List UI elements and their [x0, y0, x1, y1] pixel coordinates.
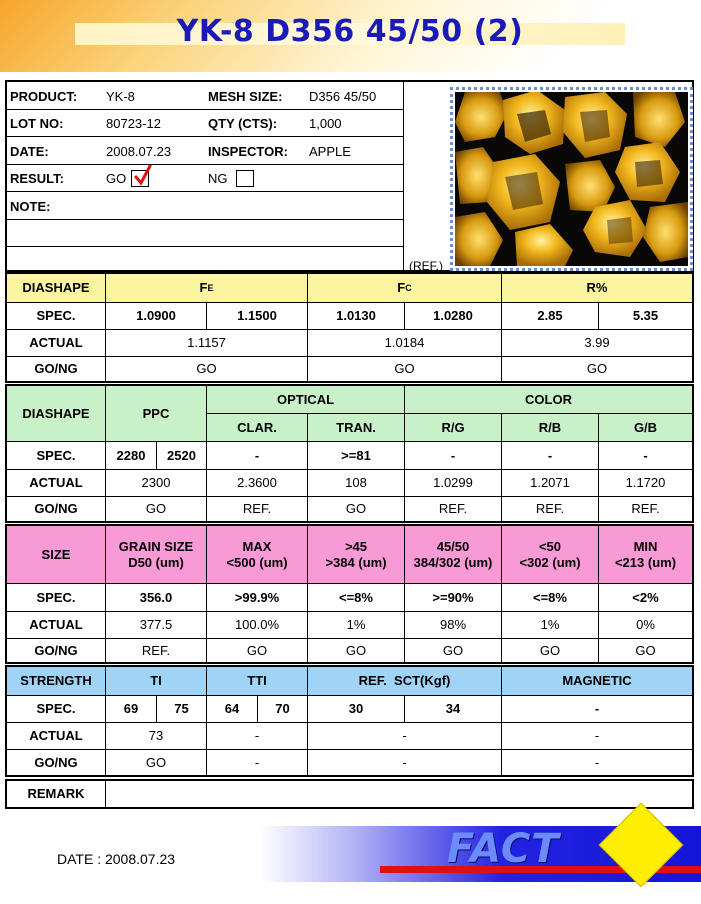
spec-tti-min: 64 [207, 696, 258, 723]
info-row-note-line [7, 220, 404, 247]
grain-size-line2: D50 (um) [128, 554, 184, 570]
spec-4550: >=90% [405, 584, 502, 612]
gong-tran: GO [308, 497, 405, 521]
actual-grain: 377.5 [106, 612, 207, 639]
info-row-product [7, 82, 404, 110]
footer-date: DATE : 2008.07.23 [57, 851, 176, 867]
gong-under50: GO [502, 639, 599, 662]
ti-header: TI [106, 667, 207, 696]
gong-max: GO [207, 639, 308, 662]
actual-ti: 73 [106, 723, 207, 750]
gong-over45: GO [308, 639, 405, 662]
actual-tti: - [207, 723, 308, 750]
gong-4550: GO [405, 639, 502, 662]
max-line1: MAX [242, 538, 272, 554]
clar-header: CLAR. [207, 414, 308, 442]
actual-magnetic: - [502, 723, 692, 750]
actual-tran: 108 [308, 470, 405, 497]
spec-r-max: 5.35 [599, 303, 692, 330]
actual-max: 100.0% [207, 612, 308, 639]
spec-tti-max: 70 [258, 696, 308, 723]
rg-header: R/G [405, 414, 502, 442]
over45-header [308, 526, 405, 584]
rb-header: R/B [502, 414, 599, 442]
spec-label: SPEC. [7, 303, 106, 330]
spec-min: <2% [599, 584, 692, 612]
lot-label: LOT NO: [10, 116, 64, 131]
actual-label: ACTUAL [7, 330, 106, 357]
gong-label: GO/NG [7, 750, 106, 775]
diashape-header: DIASHAPE [7, 274, 106, 303]
gong-label: GO/NG [7, 639, 106, 662]
remark-label: REMARK [7, 781, 106, 807]
actual-sct: - [308, 723, 502, 750]
actual-4550: 98% [405, 612, 502, 639]
size-header: SIZE [7, 526, 106, 584]
actual-under50: 1% [502, 612, 599, 639]
spec-under50: <=8% [502, 584, 599, 612]
ppc-header: PPC [106, 386, 207, 442]
spec-tran: >=81 [308, 442, 405, 470]
magnetic-header: MAGNETIC [502, 667, 692, 696]
date-value: 2008.07.23 [106, 144, 172, 159]
under50-header [502, 526, 599, 584]
over45-line1: >45 [344, 538, 368, 554]
spec-fc-min: 1.0130 [308, 303, 405, 330]
actual-fe: 1.1157 [106, 330, 308, 357]
date-label: DATE: [10, 144, 49, 159]
size-table [5, 524, 694, 664]
strength-table [5, 665, 694, 777]
gong-gb: REF. [631, 501, 660, 516]
spec-max: >99.9% [207, 584, 308, 612]
spec-fe-max: 1.1500 [207, 303, 308, 330]
min-line1: MIN [633, 538, 658, 554]
diamond-crystals-photo [455, 92, 688, 266]
r-percent-header: R% [502, 274, 692, 303]
mesh-label: MESH SIZE: [208, 89, 283, 104]
tti-header: TTI [207, 667, 308, 696]
fe-symbol: F [199, 280, 208, 295]
spec-clar: - [207, 442, 308, 470]
mesh4550-line1: 45/50 [436, 538, 470, 554]
actual-ppc: 2300 [106, 470, 207, 497]
result-ng-checkbox[interactable] [236, 170, 254, 187]
checkmark-icon [133, 165, 153, 187]
fe-subscript: E [207, 283, 214, 293]
spec-grain: 356.0 [106, 584, 207, 612]
note-label: NOTE: [10, 199, 51, 214]
actual-label: ACTUAL [7, 723, 106, 750]
actual-label: ACTUAL [7, 612, 106, 639]
mesh-value: D356 45/50 [309, 89, 377, 104]
spec-label: SPEC. [7, 442, 106, 470]
actual-min: 0% [599, 612, 692, 639]
actual-over45: 1% [308, 612, 405, 639]
gong-grain: REF. [106, 639, 207, 662]
result-label: RESULT: [10, 171, 64, 186]
gong-magnetic: - [594, 754, 600, 770]
grain-size-header [106, 526, 207, 584]
ref-sct-header: REF. SCT(Kgf) [308, 667, 502, 696]
spec-fc-max: 1.0280 [405, 303, 502, 330]
lot-value: 80723-12 [106, 116, 161, 131]
fact-logo: FACT [447, 826, 560, 872]
spec-sct-min: 30 [308, 696, 405, 723]
gong-tti: - [207, 750, 308, 775]
spec-ti-max: 75 [157, 696, 207, 723]
under50-line1: <50 [538, 538, 562, 554]
color-header: COLOR [405, 386, 692, 414]
fc-symbol: F [397, 280, 406, 295]
product-value: YK-8 [106, 89, 135, 104]
inspector-value: APPLE [309, 144, 351, 159]
optical-header: OPTICAL [207, 386, 405, 414]
spec-rg: - [405, 442, 502, 470]
fc-header [308, 274, 502, 303]
actual-rg: 1.0299 [405, 470, 502, 497]
gong-rg: REF. [405, 497, 502, 521]
info-row-date [7, 137, 404, 165]
gong-ti: GO [106, 750, 207, 775]
info-section [5, 80, 694, 272]
mesh4550-line2: 384/302 (um) [413, 554, 493, 570]
gb-header: G/B [599, 414, 692, 442]
spec-label: SPEC. [7, 584, 106, 612]
spec-gb: - [599, 442, 692, 470]
spec-ti-min: 69 [106, 696, 157, 723]
info-fields [7, 82, 404, 270]
gong-rb: REF. [502, 497, 599, 521]
qty-label: QTY (CTS): [208, 116, 278, 131]
page-title: YK-8 D356 45/50 (2) [176, 14, 524, 49]
remark-table [5, 779, 694, 809]
gong-r: GO [586, 361, 608, 376]
fe-header [106, 274, 308, 303]
result-ng-label: NG [208, 171, 228, 186]
result-go-checkbox[interactable] [131, 170, 149, 187]
mesh4550-header [405, 526, 502, 584]
actual-label: ACTUAL [7, 470, 106, 497]
actual-fc: 1.0184 [308, 330, 502, 357]
over45-line2: >384 (um) [325, 554, 387, 570]
gong-label: GO/NG [7, 357, 106, 381]
gong-min: GO [635, 642, 656, 658]
actual-rb: 1.2071 [502, 470, 599, 497]
product-label: PRODUCT: [10, 89, 78, 104]
gong-clar: REF. [207, 497, 308, 521]
spec-sct-max: 34 [405, 696, 502, 723]
grain-size-line1: GRAIN SIZE [118, 538, 194, 554]
inspector-label: INSPECTOR: [208, 144, 288, 159]
diashape2-header: DIASHAPE [7, 386, 106, 442]
spec-magnetic: - [502, 696, 692, 723]
diamond-crystals-image [455, 92, 688, 266]
actual-r: 3.99 [502, 330, 692, 357]
gong-fc: GO [308, 357, 502, 381]
max-line2: <500 (um) [226, 554, 288, 570]
photo-ref-label: (REF.) [409, 259, 443, 273]
remark-value [106, 781, 692, 807]
diashape-f-table [5, 272, 694, 383]
tran-header: TRAN. [308, 414, 405, 442]
spec-ppc-max: 2520 [157, 442, 207, 470]
spec-over45: <=8% [308, 584, 405, 612]
result-go-label: GO [106, 171, 127, 186]
fc-subscript: C [405, 283, 412, 293]
strength-header: STRENGTH [7, 667, 106, 696]
spec-r-min: 2.85 [502, 303, 599, 330]
spec-ppc-min: 2280 [106, 442, 157, 470]
info-row-note [7, 192, 404, 220]
spec-label: SPEC. [7, 696, 106, 723]
actual-gb: 1.1720 [599, 470, 692, 497]
max-header [207, 526, 308, 584]
gong-label: GO/NG [7, 497, 106, 521]
info-row-lot [7, 110, 404, 137]
diamond-photo-frame [450, 87, 693, 271]
gong-sct: - [308, 750, 502, 775]
gong-ppc: GO [106, 497, 207, 521]
actual-clar: 2.3600 [207, 470, 308, 497]
info-row-result [7, 165, 404, 192]
spec-rb: - [502, 442, 599, 470]
min-header [599, 526, 692, 584]
under50-line2: <302 (um) [519, 554, 581, 570]
min-line2: <213 (um) [614, 554, 677, 570]
qty-value: 1,000 [309, 116, 342, 131]
gong-fe: GO [106, 357, 308, 381]
spec-fe-min: 1.0900 [106, 303, 207, 330]
diashape-optical-table [5, 384, 694, 523]
